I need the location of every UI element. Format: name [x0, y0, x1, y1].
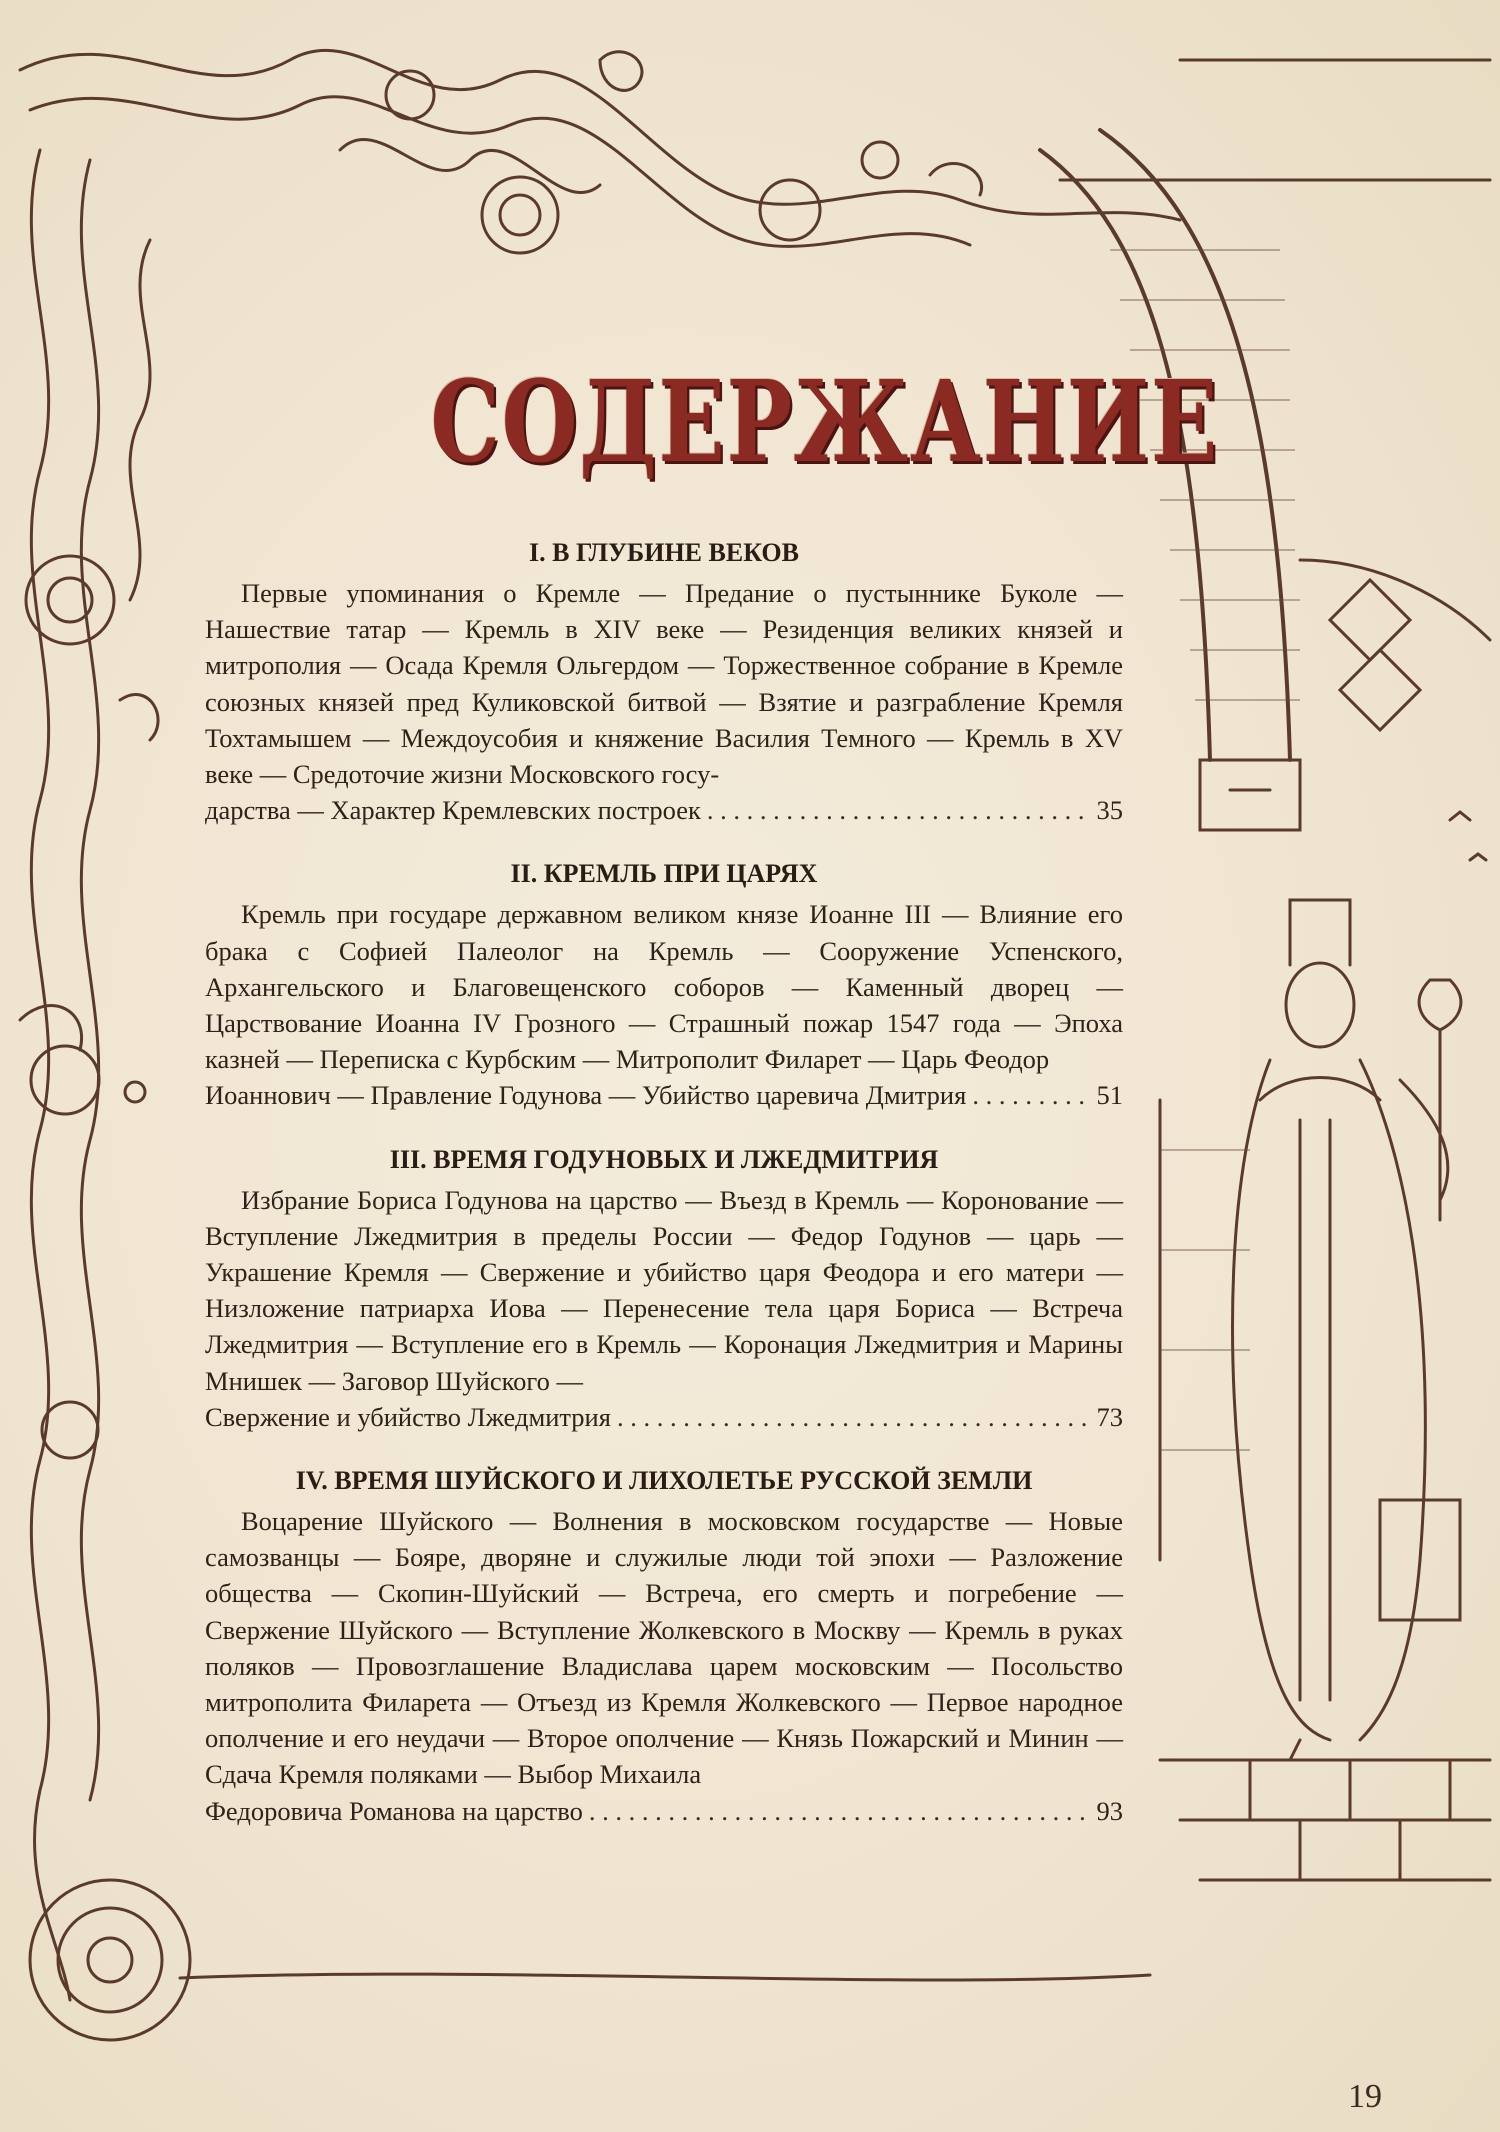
- section-heading: III. ВРЕМЯ ГОДУНОВЫХ И ЛЖЕДМИТРИЯ: [389, 1144, 939, 1174]
- toc-section: [205, 1142, 1123, 1435]
- table-of-contents: [205, 535, 1123, 1857]
- section-page-number: 35: [1096, 795, 1123, 826]
- section-page-number: 93: [1096, 1795, 1123, 1826]
- section-entries: Кремль при государе державном великом князе Иоанне III — Влияние его брака с Софией Палеолог на Кремль — Сооружение Успенского, Архангельского и Благовещенского соборов — Каменный дворец — Царствование Иоанна IV Грозного — Страшный пожар 1547 года — Эпоха казней — Переписка с Курбским — Митрополит Филарет — Царь Феодор: [205, 899, 1123, 1075]
- section-entries: Первые упоминания о Кремле — Предание о пустыннике Буколе — Нашествие татар — Кремль в XIV веке — Резиденция великих князей и митрополия — Осада Кремля Ольгердом — Торжественное собрание в Кремле союзных князей пред Куликовской битвой — Взятие и разграбление Кремля Тохтамышем — Междоусобия и княжение Василия Темного — Кремль в XV веке — Средоточие жизни Московского госу-: [205, 578, 1123, 790]
- toc-last-line: [205, 1077, 1123, 1113]
- section-page-number: 73: [1096, 1401, 1123, 1432]
- section-entries-end: Иоаннович — Правление Годунова — Убийство царевича Дмитрия: [205, 1080, 967, 1111]
- dot-leader: [589, 1793, 1091, 1829]
- section-entries-end: дарства — Характер Кремлевских построек: [205, 795, 701, 826]
- section-entries-end: Свержение и убийство Лжедмитрия: [205, 1401, 611, 1432]
- section-heading: IV. ВРЕМЯ ШУЙСКОГО И ЛИХОЛЕТЬЕ РУССКОЙ ЗЕМЛИ: [295, 1466, 1033, 1496]
- section-page-number: 51: [1096, 1080, 1123, 1111]
- section-entries-end: Федоровича Романова на царство: [205, 1795, 583, 1826]
- section-entries: Воцарение Шуйского — Волнения в московском государстве — Новые самозванцы — Бояре, дворяне и служилые люди той эпохи — Разложение общества — Скопин-Шуйский — Встреча, его смерть и погребение — Свержение Шуйского — Вступление Жолкевского в Москву — Кремль в руках поляков — Провозглашение Владислава царем московским — Посольство митрополита Филарета — Отъезд из Кремля Жолкевского — Первое народное ополчение и его неудачи — Второе ополчение — Князь Пожарский и Минин — Сдача Кремля поляками — Выбор Михаила: [205, 1506, 1123, 1790]
- dot-leader: [707, 792, 1091, 828]
- section-heading: II. КРЕМЛЬ ПРИ ЦАРЯХ: [510, 859, 818, 889]
- toc-last-line: [205, 1793, 1123, 1829]
- section-entries: Избрание Бориса Годунова на царство — Въезд в Кремль — Коронование — Вступление Лжедмитрия в пределы России — Федор Годунов — царь — Украшение Кремля — Свержение и убийство царя Феодора и его матери — Низложение патриарха Иова — Перенесение тела царя Бориса — Встреча Лжедмитрия — Вступление его в Кремль — Коронация Лжедмитрия и Марины Мнишек — Заговор Шуйского —: [205, 1184, 1123, 1396]
- toc-last-line: [205, 1399, 1123, 1435]
- toc-last-line: [205, 792, 1123, 828]
- toc-section: [205, 856, 1123, 1113]
- page-title: СОДЕРЖАНИЕ: [430, 357, 1220, 488]
- toc-section: [205, 1463, 1123, 1829]
- toc-section: [205, 535, 1123, 828]
- section-heading: I. В ГЛУБИНЕ ВЕКОВ: [529, 538, 799, 567]
- dot-leader: [972, 1077, 1090, 1113]
- dot-leader: [617, 1399, 1091, 1435]
- page-number: 19: [1348, 2078, 1382, 2115]
